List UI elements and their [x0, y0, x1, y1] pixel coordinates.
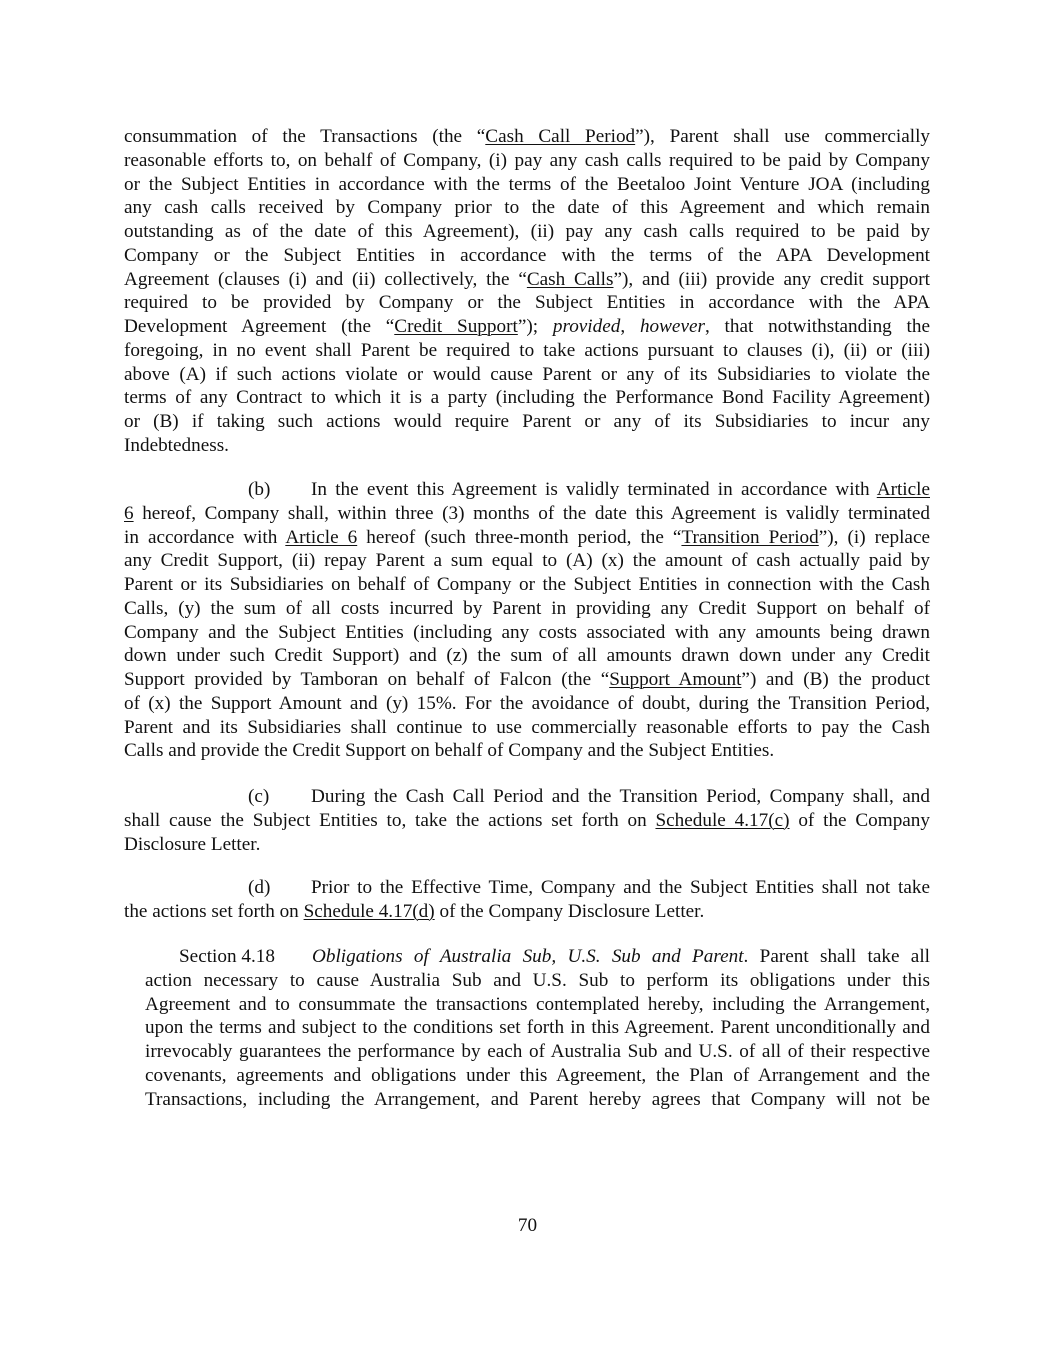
- text-run: of the Company Disclosure Letter.: [434, 900, 705, 922]
- text-run: Development Agreement (the “: [124, 316, 395, 337]
- text-run: Company and the Subject Entities (including any costs associated with any amounts being drawn: [124, 621, 930, 643]
- text-run: foregoing, in no event shall Parent be required to take actions pursuant to clauses (i), (ii) or (iii): [124, 339, 930, 361]
- text-line: [124, 621, 930, 645]
- text-line: [124, 573, 930, 597]
- italic-text: Obligations of Australia Sub, U.S. Sub and Parent: [312, 946, 744, 967]
- text-line: [124, 386, 930, 410]
- text-run: the actions set forth on: [124, 900, 304, 922]
- text-line: [124, 410, 930, 434]
- defined-term: Schedule 4.17(d): [303, 900, 435, 922]
- text-line: [312, 945, 930, 969]
- text-line: [124, 502, 930, 526]
- text-run: ”);: [517, 316, 553, 337]
- text-line: [124, 244, 930, 268]
- text-run: In the event this Agreement is validly terminated in accordance with: [311, 479, 877, 500]
- page-number: 70: [517, 1215, 538, 1236]
- text-run: Calls, (y) the sum of all costs incurred by Parent in providing any Credit Support on behalf of: [124, 597, 930, 619]
- defined-term: Schedule 4.17(c): [655, 809, 790, 831]
- text-line: [124, 668, 930, 692]
- text-run: upon the terms and subject to the conditions set forth in this Agreement. Parent unconditionally and: [145, 1017, 930, 1039]
- clause-label: (d): [248, 877, 271, 898]
- text-line: [124, 692, 930, 716]
- text-run: Parent and its Subsidiaries shall continue to use commercially reasonable efforts to pay the Cash: [124, 716, 930, 738]
- text-run: Disclosure Letter.: [124, 833, 261, 855]
- text-run: action necessary to cause Australia Sub and U.S. Sub to perform its obligations under this: [145, 969, 930, 991]
- text-run: of the Company: [789, 809, 930, 831]
- text-run: consummation of the Transactions (the “: [124, 126, 486, 147]
- text-run: outstanding as of the date of this Agreement), (ii) pay any cash calls required to be paid by: [124, 221, 930, 242]
- text-run: ”) and (B) the product: [741, 669, 930, 690]
- text-run: Company or the Subject Entities in accordance with the terms of the APA Development: [124, 244, 930, 266]
- text-run: any cash calls received by Company prior to the date of this Agreement and which remain: [124, 197, 930, 219]
- text-run: or (B) if taking such actions would require Parent or any of its Subsidiaries to incur any: [124, 411, 930, 432]
- defined-term: Article 6: [285, 526, 358, 548]
- text-line: [124, 315, 930, 339]
- defined-term: Article: [876, 479, 930, 500]
- text-run: of (x) the Support Amount and (y) 15%. For the avoidance of doubt, during the Transition Period,: [124, 692, 930, 714]
- text-line: [124, 339, 930, 363]
- text-line: [124, 149, 930, 173]
- text-run: any Credit Support, (ii) repay Parent a sum equal to (A) (x) the amount of cash actually paid by: [124, 550, 930, 572]
- defined-term: Cash Call Period: [485, 126, 636, 147]
- italic-text: however: [639, 316, 705, 337]
- defined-term: Cash Calls: [526, 268, 614, 290]
- text-run: During the Cash Call Period and the Transition Period, Company shall, and: [311, 786, 930, 807]
- defined-term: Transition Period: [681, 526, 819, 548]
- text-line: [124, 833, 930, 857]
- text-run: or the Subject Entities in accordance with the terms of the Beetaloo Joint Venture JOA (including: [124, 173, 930, 195]
- clause-label: (c): [248, 786, 270, 807]
- text-run: ”), (i) replace: [818, 526, 930, 548]
- text-line: [124, 125, 930, 149]
- text-line: [124, 809, 930, 833]
- text-run: Support provided by Tamboran on behalf of Falcon (the “: [124, 669, 610, 690]
- text-run: required to be provided by Company or the Subject Entities in accordance with the APA: [124, 292, 930, 314]
- text-line: [124, 644, 930, 668]
- text-line: [311, 785, 930, 809]
- defined-term: 6: [124, 502, 134, 524]
- text-line: [311, 876, 930, 900]
- text-run: above (A) if such actions violate or would cause Parent or any of its Subsidiaries to violate the: [124, 363, 930, 385]
- text-line: [124, 739, 930, 763]
- text-run: Indebtedness.: [124, 434, 229, 456]
- text-run: Calls and provide the Credit Support on behalf of Company and the Subject Entities.: [124, 740, 775, 762]
- text-line: [145, 1064, 930, 1088]
- text-line: [145, 993, 930, 1017]
- text-line: [124, 291, 930, 315]
- section-number: Section 4.18: [179, 946, 275, 967]
- text-line: [124, 220, 930, 244]
- text-line: [124, 900, 930, 924]
- text-run: ,: [620, 316, 640, 337]
- defined-term: Support Amount: [609, 669, 742, 690]
- text-line: [124, 196, 930, 220]
- text-run: covenants, agreements and obligations under this Agreement, the Plan of Arrangement and the: [145, 1064, 930, 1086]
- text-run: . Parent shall take all: [743, 946, 930, 967]
- text-run: Prior to the Effective Time, Company and the Subject Entities shall not take: [311, 877, 930, 898]
- text-run: Agreement and to consummate the transactions contemplated hereby, including the Arrangement,: [145, 993, 930, 1015]
- text-run: shall cause the Subject Entities to, take the actions set forth on: [124, 809, 656, 831]
- text-line: [124, 526, 930, 550]
- text-run: terms of any Contract to which it is a party (including the Performance Bond Facility Agreement): [124, 387, 930, 409]
- clause-label: (b): [248, 479, 271, 500]
- text-line: [124, 268, 930, 292]
- text-run: hereof (such three-month period, the “: [357, 526, 682, 548]
- text-run: , that notwithstanding the: [704, 316, 930, 337]
- text-run: irrevocably guarantees the performance by each of Australia Sub and U.S. of all of their respective: [145, 1041, 930, 1062]
- text-run: ”), and (iii) provide any credit support: [613, 268, 930, 290]
- text-line: [145, 1040, 930, 1064]
- text-run: reasonable efforts to, on behalf of Company, (i) pay any cash calls required to be paid by Company: [124, 149, 930, 171]
- text-run: Parent or its Subsidiaries on behalf of Company or the Subject Entities in connection with the Cash: [124, 574, 930, 595]
- defined-term: Credit Support: [394, 316, 518, 337]
- text-run: down under such Credit Support) and (z) the sum of all amounts drawn down under any Credit: [124, 645, 930, 667]
- text-run: Agreement (clauses (i) and (ii) collectively, the “: [124, 268, 527, 290]
- text-line: [124, 363, 930, 387]
- text-run: Transactions, including the Arrangement, and Parent hereby agrees that Company will not be: [145, 1088, 930, 1110]
- text-line: [311, 478, 930, 502]
- text-line: [124, 716, 930, 740]
- text-run: ”), Parent shall use commercially: [635, 126, 930, 147]
- italic-text: provided: [552, 316, 621, 337]
- text-line: [145, 1088, 930, 1112]
- text-line: [124, 434, 930, 458]
- text-line: [145, 1016, 930, 1040]
- text-run: hereof, Company shall, within three (3) months of the date this Agreement is validly terminated: [133, 502, 930, 524]
- text-line: [124, 173, 930, 197]
- text-line: [145, 969, 930, 993]
- text-line: [124, 597, 930, 621]
- text-line: [124, 549, 930, 573]
- text-run: in accordance with: [124, 526, 286, 548]
